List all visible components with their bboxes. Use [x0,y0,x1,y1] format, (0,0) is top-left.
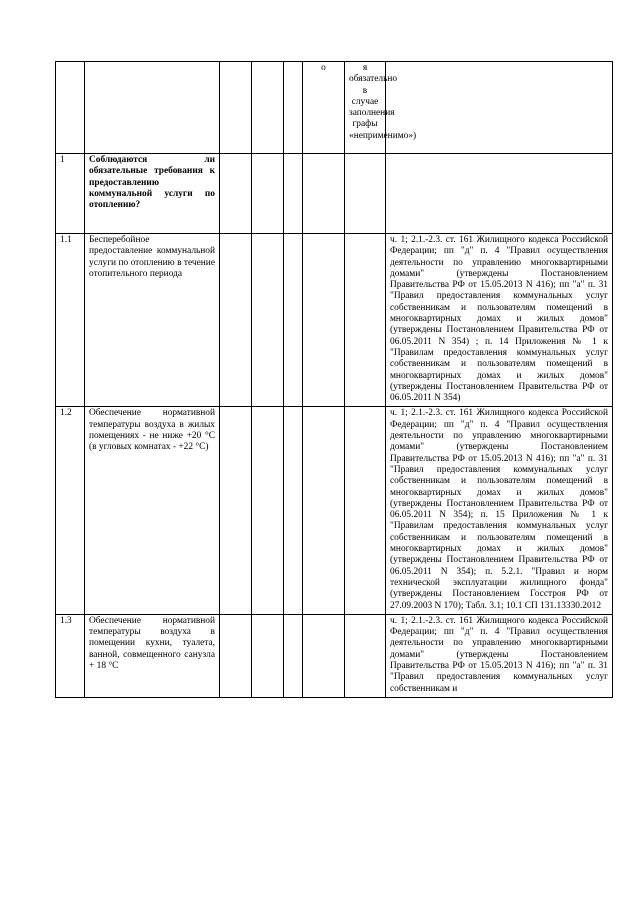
header-partial-text: о [303,62,345,154]
table-cell [345,234,386,407]
legal-reference [386,154,613,234]
table-cell [220,62,252,154]
header-partial-text: я обязательно в случае заполнения графы «неприменимо») [345,62,386,154]
table-row [56,234,613,407]
table-cell [220,407,252,614]
table-row [56,614,613,697]
table-cell [56,62,85,154]
requirement-question: Обеспечение нормативной температуры воздуха в жилых помещениях - не ниже +20 °С (в угловых комнатах - +22 °С) [85,407,220,614]
requirement-question: Обеспечение нормативной температуры воздуха в помещении кухни, туалета, ванной, совмещенного санузла + 18 °С [85,614,220,697]
requirement-question: Соблюдаются ли обязательные требования к предоставлению коммунальной услуги по отоплению? [85,154,220,234]
row-number: 1 [56,154,85,234]
legal-reference: ч. 1; 2.1.-2.3. ст. 161 Жилищного кодекса Российской Федерации; пп "д" п. 4 "Правил осуществления деятельности по управлению многоквартирными домами" (утверждены Постановлением Правительства РФ от 15.05.2013 N 416); пп "а" п. 31 "Правил предоставления коммунальных услуг собственникам и пользователям помещений в многоквартирных домах и жилых домов" (утверждены Постановлением Правительства РФ от 06.05.2011 N 354) ; п. 14 Приложения № 1 к "Правилам предоставления коммунальных услуг собственникам и пользователям помещений в многоквартирных домах и жилых домов" (утверждены Постановлением Правительства РФ от 06.05.2011 N 354) [386,234,613,407]
table-cell [284,154,303,234]
checklist-table [55,61,613,698]
legal-reference: ч. 1; 2.1.-2.3. ст. 161 Жилищного кодекса Российской Федерации; пп "д" п. 4 "Правил осуществления деятельности по управлению многоквартирными домами" (утверждены Постановлением Правительства РФ от 15.05.2013 N 416); пп "а" п. 31 "Правил предоставления коммунальных услуг собственникам и пользователям помещений в многоквартирных домах и жилых домов" (утверждены Постановлением Правительства РФ от 06.05.2011 N 354); п. 15 Приложения № 1 к "Правилам предоставления коммунальных услуг собственникам и пользователям помещений в многоквартирных домах и жилых домов" (утверждены Постановлением Правительства РФ от 06.05.2011 N 354); п. 5.2.1. "Правил и норм технической эксплуатации жилищного фонда" (утверждены Постановлением Госстроя РФ от 27.09.2003 N 170); Табл. 3.1; 10.1 СП 131.13330.2012 [386,407,613,614]
table-cell [303,614,345,697]
requirement-question: Бесперебойное предоставление коммунальной услуги по отоплению в течение отопительного периода [85,234,220,407]
table-header-row [56,62,613,154]
table-cell [252,407,284,614]
row-number: 1.2 [56,407,85,614]
table-cell [345,407,386,614]
table-cell [284,62,303,154]
table-cell [345,614,386,697]
row-number: 1.3 [56,614,85,697]
table-cell [303,234,345,407]
table-cell [386,62,613,154]
table-cell [85,62,220,154]
legal-reference: ч. 1; 2.1.-2.3. ст. 161 Жилищного кодекса Российской Федерации; пп "д" п. 4 "Правил осуществления деятельности по управлению многоквартирными домами" (утверждены Постановлением Правительства РФ от 15.05.2013 N 416); пп "а" п. 31 "Правил предоставления коммунальных услуг собственникам и [386,614,613,697]
table-row [56,154,613,234]
table-cell [220,234,252,407]
table-cell [284,614,303,697]
table-cell [303,407,345,614]
table-row [56,407,613,614]
table-cell [252,154,284,234]
table-cell [252,234,284,407]
table-cell [220,154,252,234]
table-cell [252,614,284,697]
table-cell [303,154,345,234]
row-number: 1.1 [56,234,85,407]
table-cell [345,154,386,234]
table-cell [220,614,252,697]
table-cell [284,234,303,407]
table-cell [284,407,303,614]
table-cell [252,62,284,154]
